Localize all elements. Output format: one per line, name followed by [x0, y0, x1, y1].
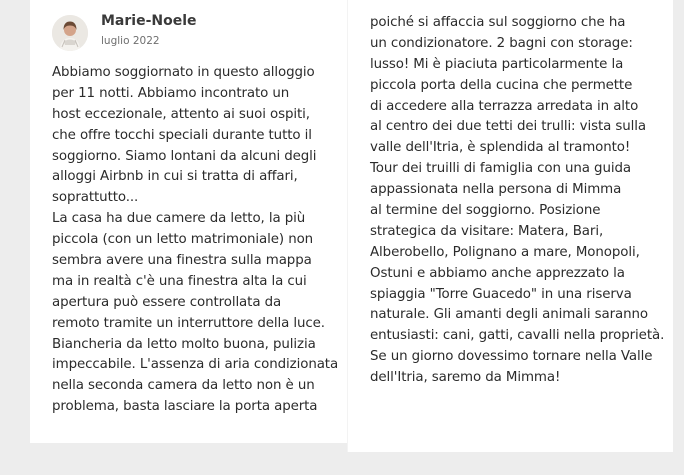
review-text-line: Tour dei truilli di famiglia con una guida — [370, 161, 631, 177]
review-text-column-right — [370, 13, 672, 389]
review-text-line: piccola porta della cucina che permette — [370, 77, 633, 93]
review-text-line: Biancheria da letto molto buona, pulizia — [52, 336, 316, 352]
review-text-line: soggiorno. Siamo lontani da alcuni degli — [52, 148, 317, 164]
review-text-line: La casa ha due camere da letto, la più — [52, 211, 306, 227]
review-text-line: spiaggia "Torre Guacedo" in una riserva — [370, 286, 632, 302]
review-text-line: strategica da visitare: Matera, Bari, — [370, 223, 604, 239]
review-text-line: per 11 notti. Abbiamo incontrato un — [52, 85, 290, 101]
review-panel-left — [30, 0, 348, 443]
review-text-line: entusiasti: cani, gatti, cavalli nella proprietà. — [370, 328, 665, 344]
review-text-line: Abbiamo soggiornato in questo alloggio — [52, 65, 315, 80]
review-text-line: piccola (con un letto matrimoniale) non — [52, 232, 314, 248]
review-text-line: al termine del soggiorno. Posizione — [370, 203, 601, 219]
review-text-line: valle dell'Itria, è splendida al tramonto! — [370, 140, 631, 156]
review-text-line: Ostuni e abbiamo anche apprezzato la — [370, 265, 625, 281]
review-date: luglio 2022 — [101, 35, 160, 47]
user-photo-icon — [52, 15, 88, 51]
avatar[interactable] — [52, 15, 88, 51]
review-text-line: nella seconda camera da letto non è un — [52, 378, 315, 394]
review-text-line: Alberobello, Polignano a mare, Monopoli, — [370, 244, 640, 260]
review-text-line: remoto tramite un interruttore della luce. — [52, 315, 325, 331]
review-text-line: appassionata nella persona di Mimma — [370, 182, 622, 198]
review-text-line: un condizionatore. 2 bagni con storage: — [370, 35, 633, 51]
review-text-line: dell'Itria, saremo da Mimma! — [370, 370, 561, 386]
author-name[interactable]: Marie-Noele — [101, 13, 197, 29]
review-text-line: ma in realtà c'è una finestra alta la cui — [52, 273, 307, 289]
review-text-line: che offre tocchi speciali durante tutto il — [52, 127, 312, 143]
review-text-line: soprattutto... — [52, 190, 139, 206]
review-text-line: sembra avere una finestra sulla mappa — [52, 253, 312, 269]
review-text-line: problema, basta lasciare la porta aperta — [52, 399, 318, 415]
review-text-column-left — [52, 63, 348, 418]
review-text-line: apertura può essere controllata da — [52, 294, 282, 310]
review-text-line: al centro dei due tetti dei trulli: vista sulla — [370, 119, 646, 135]
review-text-line: impeccabile. L'assenza di aria condizionata — [52, 357, 339, 373]
review-text-line: lusso! Mi è piaciuta particolarmente la — [370, 56, 624, 72]
review-text-line: host eccezionale, attento ai suoi ospiti, — [52, 106, 310, 122]
review-text-line: alloggi Airbnb in cui si tratta di affari, — [52, 169, 298, 185]
review-text-line: Se un giorno dovessimo tornare nella Valle — [370, 349, 653, 365]
review-panel-right — [348, 0, 673, 452]
review-text-line: naturale. Gli amanti degli animali saranno — [370, 307, 649, 323]
review-text-line: di accedere alla terrazza arredata in alto — [370, 98, 639, 114]
review-text-line: poiché si affaccia sul soggiorno che ha — [370, 15, 626, 30]
